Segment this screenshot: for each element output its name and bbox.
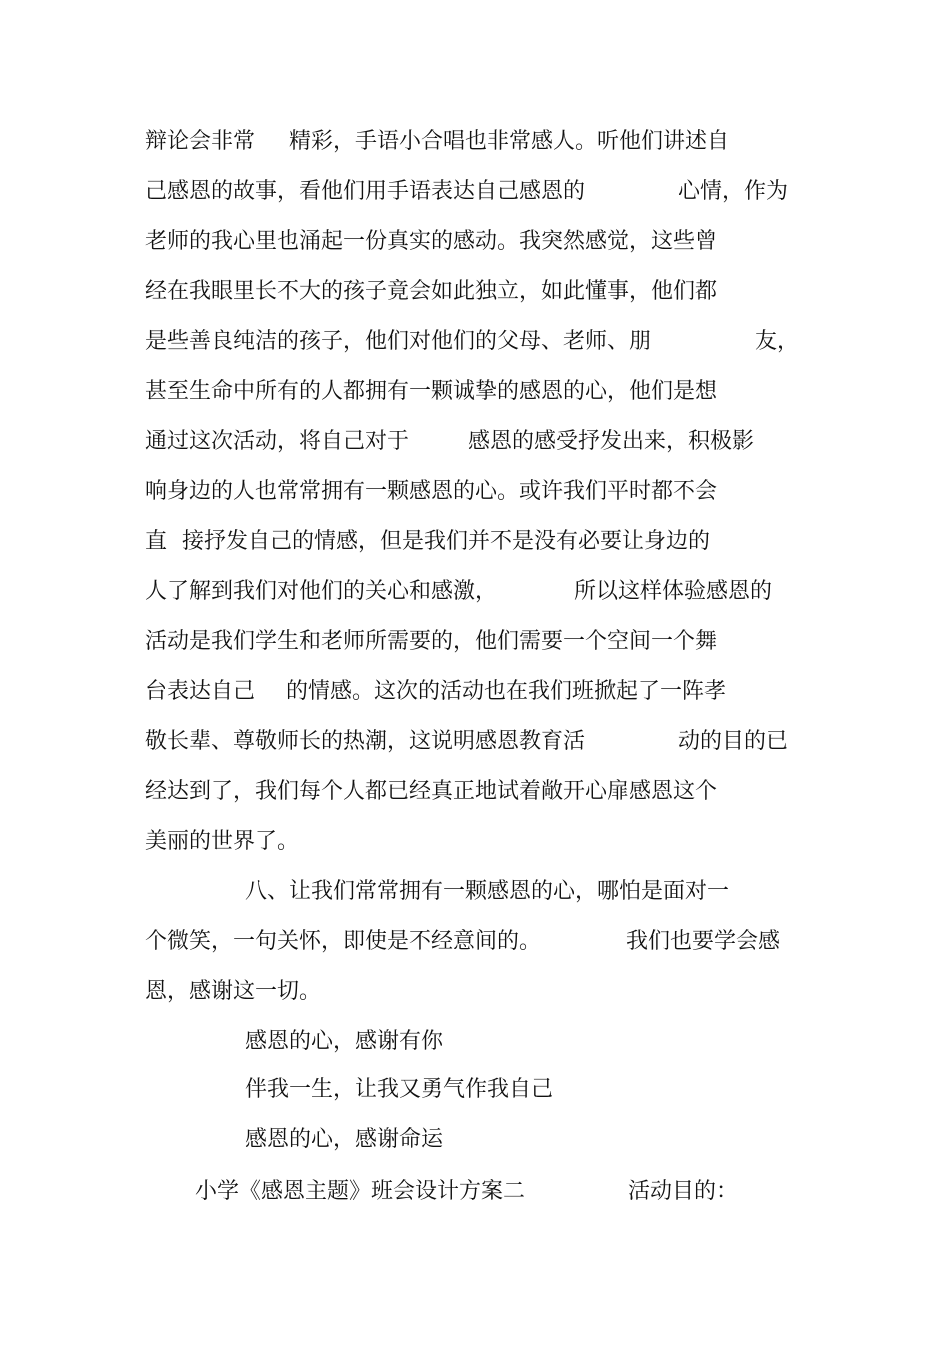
text-segment: 所以这样体验感恩的 (574, 579, 773, 604)
text-segment: 是些善良纯洁的孩子，他们对他们的父母、老师、朋 (145, 329, 652, 354)
text-segment: 友， (755, 329, 800, 354)
text-segment: 感恩的感受抒发出来，积极影 (468, 429, 755, 454)
text-segment: 心情，作为 (678, 179, 789, 204)
text-segment: 甚至生命中所有的人都拥有一颗诚挚的感恩的心，他们是想 (145, 379, 718, 404)
text-segment: 的情感。这次的活动也在我们班掀起了一阵孝 (286, 679, 727, 704)
text-segment: 接抒发自己的情感，但是我们并不是没有必要让身边的 (182, 529, 711, 554)
text-segment: 经达到了，我们每个人都已经真正地试着敞开心扉感恩这个 (145, 779, 718, 804)
text-segment: 经在我眼里长不大的孩子竟会如此独立，如此懂事，他们都 (145, 279, 718, 304)
activity-purpose-label: 活动目的： (628, 1179, 739, 1204)
text-segment: 通过这次活动，将自己对于 (145, 429, 410, 454)
text-segment: 己感恩的故事，看他们用手语表达自己感恩的 (145, 179, 586, 204)
text-segment: 辩论会非常 (145, 129, 256, 154)
text-segment: 老师的我心里也涌起一份真实的感动。我突然感觉，这些曾 (145, 229, 718, 254)
text-segment: 直 (145, 529, 168, 554)
text-segment: 我们也要学会感 (626, 929, 781, 954)
text-segment: 敬长辈、尊敬师长的热潮，这说明感恩教育活 (145, 729, 586, 754)
text-segment: 人了解到我们对他们的关心和感激， (145, 579, 498, 604)
text-segment: 响身边的人也常常拥有一颗感恩的心。或许我们平时都不会 (145, 479, 718, 504)
text-segment: 伴我一生，让我又勇气作我自己 (245, 1077, 554, 1102)
text-segment: 八、让我们常常拥有一颗感恩的心，哪怕是面对一 (245, 879, 730, 904)
text-segment: 动的目的已 (678, 729, 789, 754)
text-segment: 美丽的世界了。 (145, 829, 300, 854)
text-segment: 台表达自己 (145, 679, 256, 704)
text-segment: 感恩的心，感谢有你 (245, 1029, 444, 1054)
text-segment: 感恩的心，感谢命运 (245, 1127, 444, 1152)
text-segment: 活动是我们学生和老师所需要的，他们需要一个空间一个舞 (145, 629, 718, 654)
text-segment: 个微笑，一句关怀，即使是不经意间的。 (145, 929, 542, 954)
text-segment: 恩，感谢这一切。 (145, 979, 322, 1004)
plan-title: 小学《感恩主题》班会设计方案二 (195, 1179, 526, 1204)
text-segment: 精彩，手语小合唱也非常感人。听他们讲述自 (289, 129, 730, 154)
